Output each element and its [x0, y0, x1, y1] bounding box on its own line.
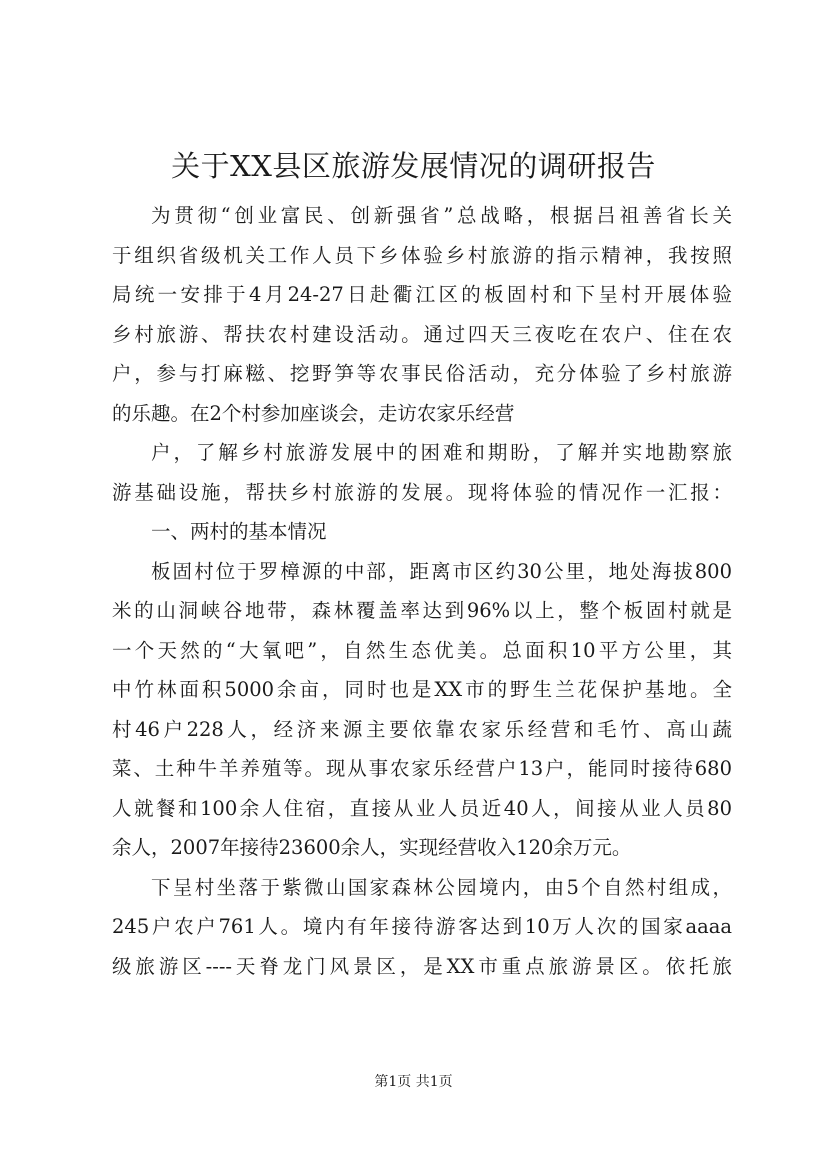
paragraph-line: 245户农户761人。境内有年接待游客达到10万人次的国家aaaa: [112, 915, 732, 938]
paragraph-line: 于组织省级机关工作人员下乡体验乡村旅游的指示精神，我按照: [112, 243, 732, 267]
paragraph-line: 的乐趣。在2个村参加座谈会，走访农家乐经营: [112, 401, 515, 425]
paragraph-line: 户，了解乡村旅游发展中的困难和期盼，了解并实地勘察旅: [151, 441, 732, 464]
paragraph-line: 余人，2007年接待23600余人，实现经营收入120余万元。: [112, 836, 632, 859]
paragraph-line: 游基础设施，帮扶乡村旅游的发展。现将体验的情况作一汇报：: [112, 480, 732, 504]
paragraph-line: 板固村位于罗樟源的中部，距离市区约30公里，地处海拔800: [151, 559, 732, 583]
paragraph-line: 人就餐和100余人住宿，直接从业人员近40人，间接从业人员80: [112, 796, 732, 820]
paragraph-line: 一个天然的“大氧吧”，自然生态优美。总面积10平方公里，其: [112, 638, 732, 662]
paragraph-line: 村46户228人，经济来源主要依靠农家乐经营和毛竹、高山蔬: [112, 717, 732, 741]
document-body: [112, 196, 732, 986]
page-title: 关于XX县区旅游发展情况的调研报告: [171, 149, 656, 183]
page-footer: 第1页 共1页: [374, 1074, 453, 1090]
paragraph-line: 下呈村坐落于紫微山国家森林公园境内，由5个自然村组成，: [151, 875, 732, 899]
paragraph-line: 乡村旅游、帮扶农村建设活动。通过四天三夜吃在农户、住在农: [112, 322, 732, 346]
section-heading: 一、两村的基本情况: [151, 520, 327, 543]
paragraph-line: 米的山洞峡谷地带，森林覆盖率达到96%以上，整个板固村就是: [112, 599, 732, 622]
paragraph-line: 户，参与打麻糍、挖野笋等农事民俗活动，充分体验了乡村旅游: [112, 362, 732, 385]
paragraph-line: 局统一安排于4月24-27日赴衢江区的板固村和下呈村开展体验: [112, 283, 732, 306]
paragraph-line: 菜、土种牛羊养殖等。现从事农家乐经营户13户，能同时接待680: [112, 757, 732, 780]
paragraph-line: 中竹林面积5000余亩，同时也是XX市的野生兰花保护基地。全: [112, 678, 732, 701]
paragraph-line: 为贯彻“创业富民、创新强省”总战略，根据吕祖善省长关: [151, 204, 732, 227]
paragraph-line: 级旅游区----天脊龙门风景区，是XX市重点旅游景区。依托旅: [112, 954, 732, 978]
